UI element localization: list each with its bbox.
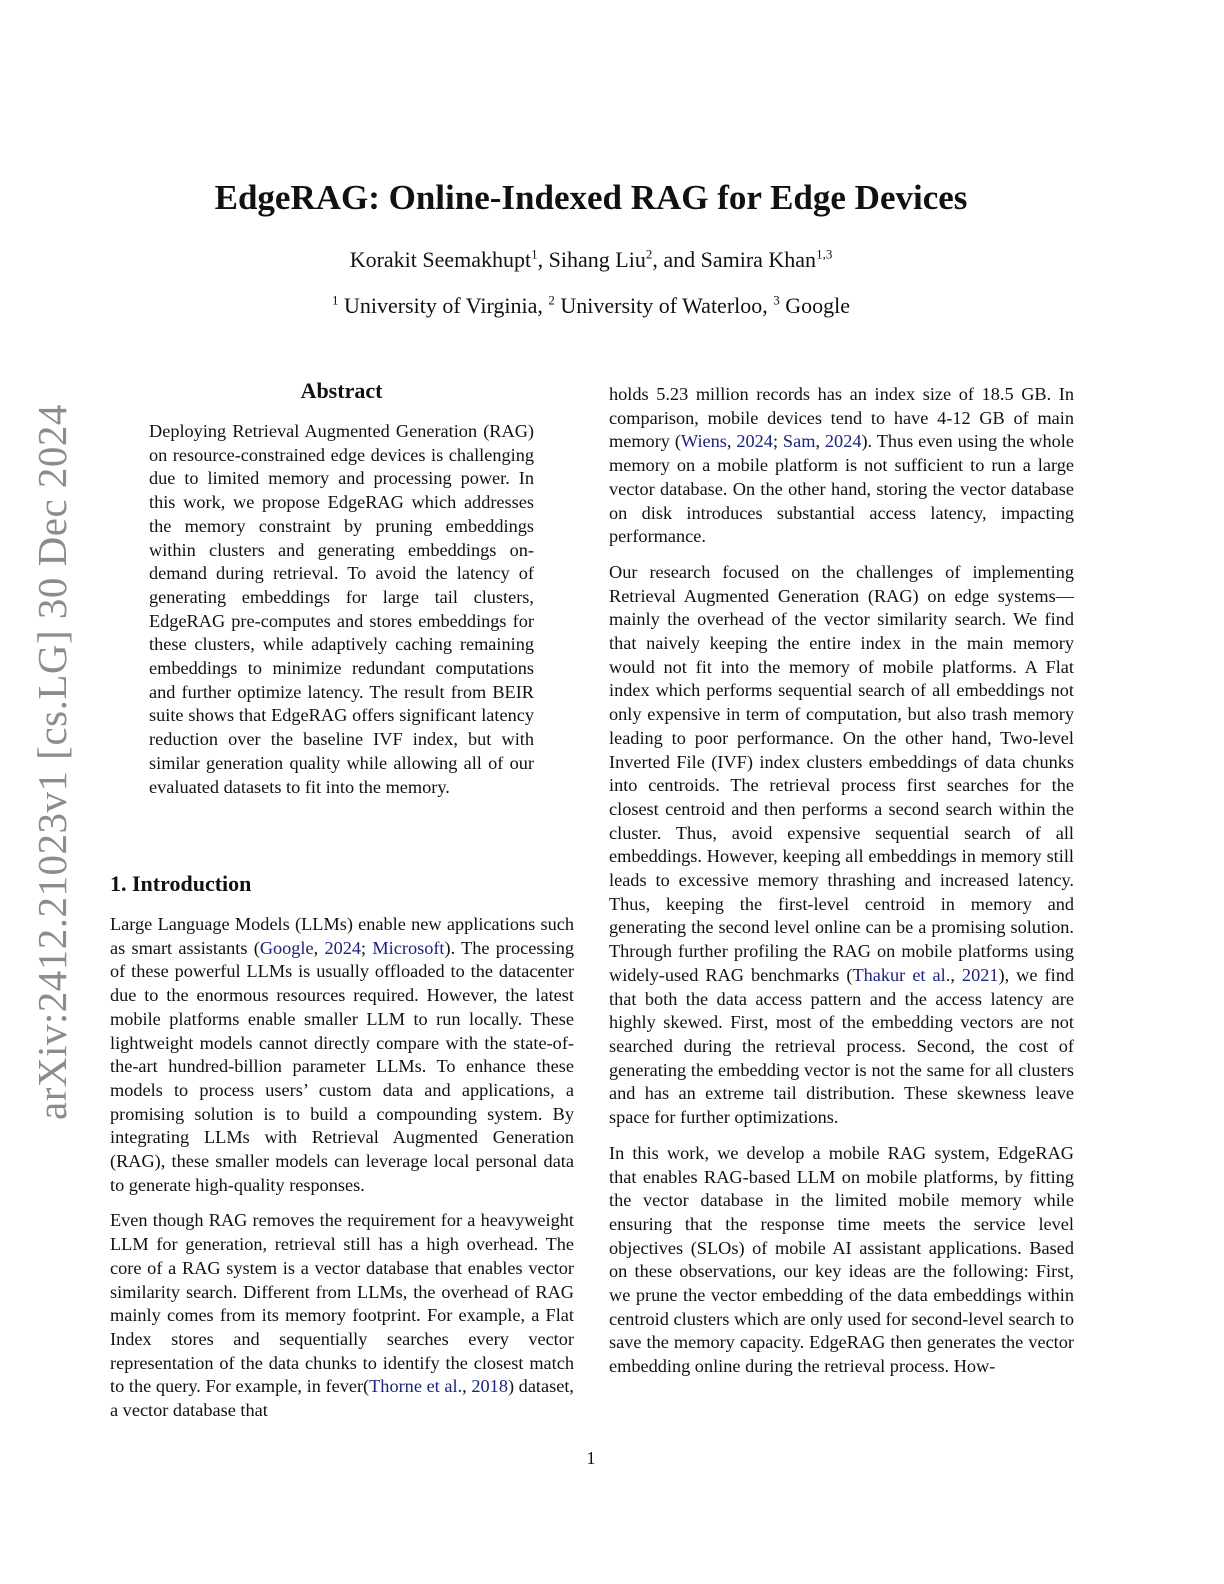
paragraph-text: Our research focused on the challenges of implementing Retrieval Augmented Generation (RAG) on edge systems—mainly the overhead of the vector similarity search. We find that naively keeping the entire index in the main memory would not fit into the memory of mobile platforms. A Flat index which performs sequential search of all embeddings not only expensive in term of computation, but also trash memory leading to poor performance. On the other hand, Two-level Inverted File (IVF) index clusters embeddings of data chunks into centroids. The retrieval process first searches for the closest centroid and then performs a second search within the cluster. Thus, avoid expensive sequential search of all embeddings. However, keeping all embeddings in memory still leads to excessive memory thrashing and increased latency. Thus, keeping the first-level centroid in memory and generating the second level online can be a promising solution. Through further profiling the RAG on mobile platforms using widely-used RAG benchmarks (: [609, 561, 1074, 985]
citation-link[interactable]: Sam: [782, 431, 816, 452]
paragraph-text: ;: [772, 431, 783, 452]
citation-link[interactable]: 2018: [471, 1376, 508, 1397]
affiliation: University of Virginia,: [338, 293, 549, 318]
paragraph: [609, 383, 1074, 549]
citation-link[interactable]: Thorne et al.: [369, 1376, 463, 1397]
citation-link[interactable]: 2024: [824, 431, 862, 452]
author-affil-mark: 1: [531, 246, 538, 262]
citation-link[interactable]: 2024: [736, 431, 773, 452]
paragraph-text: ), we find that both the data access pattern and the access latency are highly skewed. First, most of the embedding vectors are not searched during the retrieval process. Second, the cost of generating the embedding vector is not the same for all clusters and has an extreme tail distribution. These skewness leave space for further optimizations.: [609, 964, 1074, 1128]
paragraph: [110, 913, 574, 1197]
citation-link[interactable]: Wiens: [680, 431, 727, 452]
paragraph-text: ;: [361, 937, 373, 958]
paragraph-text: ,: [726, 431, 737, 452]
left-column: [110, 913, 574, 1435]
paragraph-text: ,: [950, 964, 962, 985]
citation-link[interactable]: Microsoft: [372, 937, 445, 958]
section-heading-introduction: 1. Introduction: [110, 871, 252, 896]
affil-mark: 2: [548, 292, 555, 308]
arxiv-identifier-stamp: arXiv:2412.21023v1 [cs.LG] 30 Dec 2024: [29, 404, 75, 1120]
paragraph-text: ,: [313, 937, 325, 958]
paragraph-text: ). Thus even using the whole memory on a mobile platform is not sufficient to run a large vector database. On the other hand, storing the vector database on disk introduces substantial access latency, impacting performance.: [609, 431, 1074, 547]
paragraph-text: ,: [815, 431, 825, 452]
page-number: 1: [586, 1448, 596, 1468]
affil-mark: 3: [773, 292, 780, 308]
affil-mark: 1: [331, 292, 339, 308]
affiliation-list: [0, 293, 1182, 319]
paragraph-text: Large Language Models (LLMs) enable new applications such as smart assistants (: [110, 914, 574, 958]
citation-link[interactable]: Thakur et al.: [852, 964, 951, 985]
citation-link[interactable]: 2021: [961, 964, 999, 985]
abstract-heading: Abstract: [300, 378, 383, 403]
author-name: Korakit Seemakhupt: [349, 247, 532, 272]
paragraph-text: ,: [462, 1376, 472, 1397]
author-name: Samira Khan: [700, 247, 817, 272]
right-column: [609, 383, 1074, 1391]
author-separator: , and: [652, 247, 701, 272]
affiliation: Google: [779, 293, 851, 318]
paragraph-text: ) dataset, a vector database that: [110, 1376, 575, 1421]
author-separator: ,: [537, 247, 549, 272]
paragraph-text: Even though RAG removes the requirement for a heavyweight LLM for generation, retrieval still has a high overhead. The core of a RAG system is a vector database that enables vector similarity search. Different from LLMs, the overhead of RAG mainly comes from its memory footprint. For example, a Flat Index stores and sequentially searches every vector representation of the data chunks to identify the closest match to the query. For example, in fever(: [110, 1210, 574, 1397]
author-list: [0, 247, 1182, 273]
paragraph-text: holds 5.23 million records has an index size of 18.5 GB. In comparison, mobile devices tend to have 4-12 GB of main memory (: [609, 384, 1074, 452]
citation-link[interactable]: 2024: [324, 937, 362, 958]
paragraph: In this work, we develop a mobile RAG system, EdgeRAG that enables RAG-based LLM on mobile platforms, by fitting the vector database in the limited mobile memory while ensuring that the response time meets the service level objectives (SLOs) of mobile AI assistant applications. Based on these observations, our key ideas are the following: First, we prune the vector embedding of the data embeddings within centroid clusters which are only used for second-level search to save the memory capacity. EdgeRAG then generates the vector embedding online during the retrieval process. How-: [609, 1142, 1074, 1377]
citation-link[interactable]: Google: [259, 937, 314, 958]
paper-title: EdgeRAG: Online-Indexed RAG for Edge Devices: [214, 178, 968, 217]
author-affil-mark: 1,3: [816, 246, 833, 262]
paragraph-text: ). The processing of these powerful LLMs is usually offloaded to the datacenter due to the enormous resources required. However, the latest mobile platforms enable smaller LLM to run locally. These lightweight models cannot directly compare with the state-of-the-art hundred-billion parameter LLMs. To enhance these models to process users’ custom data and applications, a promising solution is to build a compounding system. By integrating LLMs with Retrieval Augmented Generation (RAG), these smaller models can leverage local personal data to generate high-quality responses.: [110, 937, 574, 1195]
author-name: Sihang Liu: [548, 247, 646, 272]
affiliation: University of Waterloo,: [554, 293, 774, 318]
paragraph: [110, 1209, 574, 1422]
paragraph: [609, 561, 1074, 1130]
abstract-body: Deploying Retrieval Augmented Generation (RAG) on resource-constrained edge devices is challenging due to limited memory and processing power. In this work, we propose EdgeRAG which addresses the memory constraint by pruning embeddings within clusters and generating embeddings on-demand during retrieval. To avoid the latency of generating embeddings for large tail clusters, EdgeRAG pre-computes and stores embeddings for these clusters, while adaptively caching remaining embeddings to minimize redundant computations and further optimize latency. The result from BEIR suite shows that EdgeRAG offers significant latency reduction over the baseline IVF index, but with similar generation quality while allowing all of our evaluated datasets to fit into the memory.: [149, 421, 534, 797]
author-affil-mark: 2: [645, 246, 653, 262]
